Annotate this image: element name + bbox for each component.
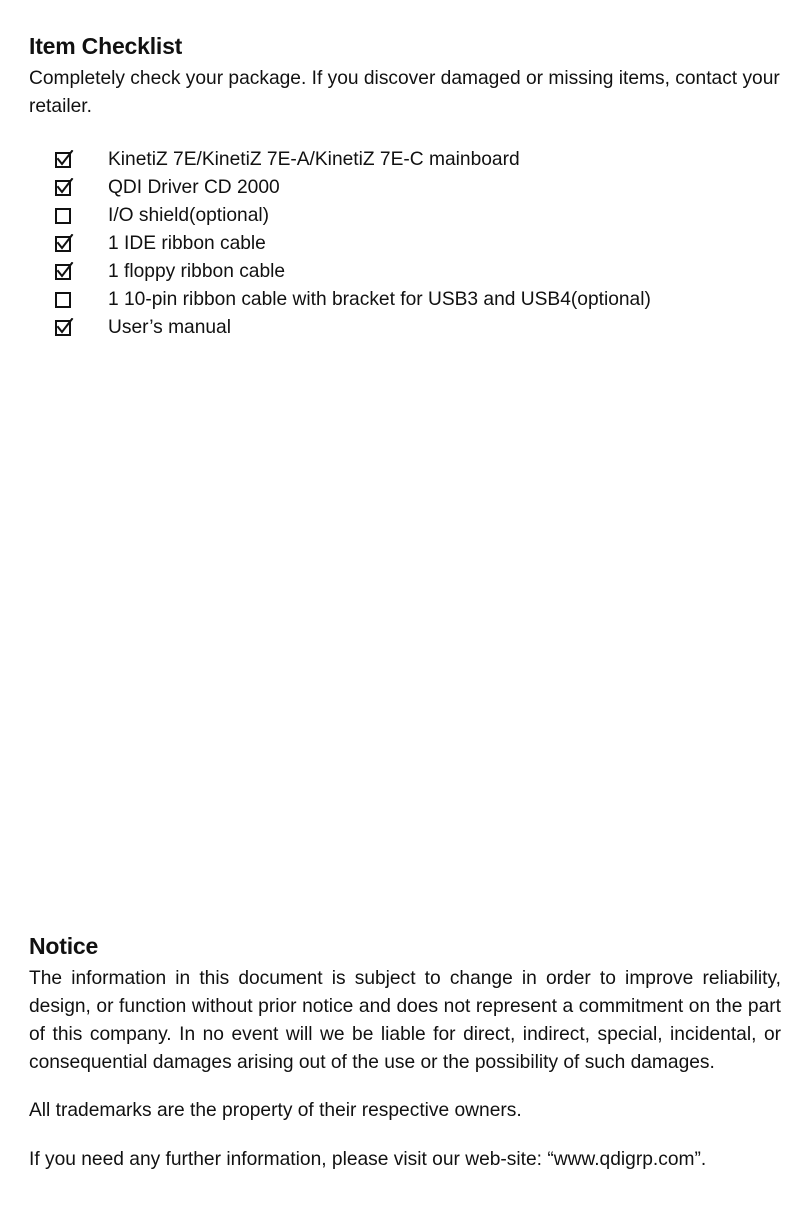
checklist-item-label: 1 IDE ribbon cable — [108, 233, 266, 254]
trademark-paragraph: All trademarks are the property of their respective owners. — [29, 1100, 522, 1121]
item-checklist — [54, 146, 651, 342]
checklist-item-label: 1 10-pin ribbon cable with bracket for USB3 and USB4(optional) — [108, 289, 651, 310]
item-checklist-heading: Item Checklist — [29, 33, 183, 59]
checklist-intro-text: Completely check your package. If you discover damaged or missing items, contact your retailer. — [29, 68, 780, 117]
checkbox-checked-icon — [54, 234, 74, 254]
checklist-item-label: 1 floppy ribbon cable — [108, 261, 286, 282]
checklist-item-label: I/O shield(optional) — [108, 205, 270, 226]
checklist-item — [54, 174, 651, 202]
checklist-item — [54, 146, 651, 174]
checkbox-checked-icon — [54, 262, 74, 282]
checklist-item-label: User’s manual — [108, 317, 231, 338]
checkbox-checked-icon — [54, 150, 74, 170]
checkbox-checked-icon — [54, 318, 74, 338]
notice-heading: Notice — [29, 933, 99, 959]
checklist-item — [54, 258, 651, 286]
checklist-item — [54, 202, 651, 230]
checkbox-checked-icon — [54, 178, 74, 198]
website-paragraph: If you need any further information, please visit our web-site: “www.qdigrp.com”. — [29, 1149, 707, 1170]
checklist-item — [54, 314, 651, 342]
checklist-item — [54, 286, 651, 314]
notice-paragraph: The information in this document is subject to change in order to improve reliability, design, or function without prior notice and does not represent a commitment on the part of this company. In no event will we be liable for direct, indirect, special, incidental, or consequential damages arising out of the use or the possibility of such damages. — [29, 968, 781, 1073]
checkbox-empty-icon — [54, 290, 74, 310]
checkbox-empty-icon — [54, 206, 74, 226]
checklist-item — [54, 230, 651, 258]
checklist-item-label: QDI Driver CD 2000 — [108, 177, 280, 198]
checklist-item-label: KinetiZ 7E/KinetiZ 7E-A/KinetiZ 7E-C mainboard — [108, 149, 520, 170]
